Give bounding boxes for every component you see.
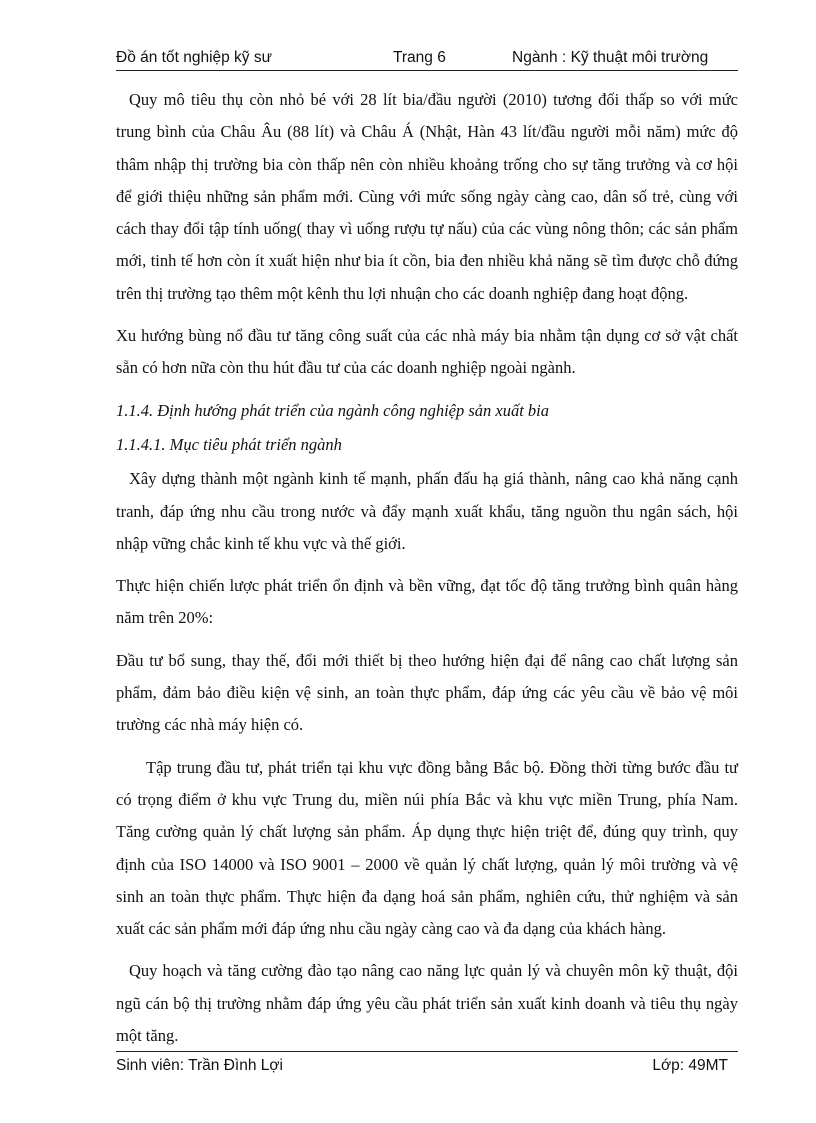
section-heading-1-1-4: 1.1.4. Định hướng phát triển của ngành công nghiệp sản xuất bia (116, 400, 550, 420)
paragraph-growth-strategy: Thực hiện chiến lược phát triển ổn định và bền vững, đạt tốc độ tăng trưởng bình quân hàng năm trên 20%: (116, 576, 738, 628)
page-footer (116, 1051, 738, 1076)
paragraph-training: Quy hoạch và tăng cường đào tạo nâng cao năng lực quản lý và chuyên môn kỹ thuật, đội ngũ cán bộ thị trường nhằm đáp ứng yêu cầu phát triển sản xuất kinh doanh và tiêu thụ ngày một tăng. (116, 961, 738, 1046)
paragraph-consumption-scale: Quy mô tiêu thụ còn nhỏ bé với 28 lít bia/đầu người (2010) tương đối thấp so với mức trung bình của Châu Âu (88 lít) và Châu Á (Nhật, Hàn 43 lít/đầu người mỗi năm) mức độ thâm nhập thị trường bia còn thấp nên còn nhiều khoảng trống cho sự tăng trưởng và cơ hội để giới thiệu những sản phẩm mới. Cùng với mức sống ngày càng cao, dân số trẻ, cùng với cách thay đổi tập tính uống( thay vì uống rượu tự nấu) của các vùng nông thôn; các sản phẩm mới, tinh tế hơn còn ít xuất hiện như bia ít cồn, bia đen nhiều khả năng sẽ tìm được chỗ đứng trên thị trường tạo thêm một kênh thu lợi nhuận cho các doanh nghiệp đang hoạt động. (116, 90, 738, 303)
paragraph-regional-focus: Tập trung đầu tư, phát triển tại khu vực đồng bằng Bắc bộ. Đồng thời từng bước đầu tư có trọng điểm ở khu vực Trung du, miền núi phía Bắc và khu vực miền Trung, phía Nam. Tăng cường quản lý chất lượng sản phẩm. Áp dụng thực hiện triệt để, đúng quy trình, quy định của ISO 14000 và ISO 9001 – 2000 về quản lý chất lượng, quản lý môi trường và vệ sinh an toàn thực phẩm. Thực hiện đa dạng hoá sản phẩm, nghiên cứu, thử nghiệm và sản xuất các sản phẩm mới đáp ứng nhu cầu ngày càng cao và đa dạng của khách hàng. (116, 757, 738, 939)
paragraph-equipment-investment: Đầu tư bổ sung, thay thế, đổi mới thiết bị theo hướng hiện đại để nâng cao chất lượng sản phẩm, đảm bảo điều kiện vệ sinh, an toàn thực phẩm, đáp ứng các yêu cầu về bảo vệ môi trường các nhà máy hiện có. (116, 650, 738, 735)
footer-student-name: Sinh viên: Trần Đình Lợi (116, 1057, 283, 1074)
page-header (116, 48, 738, 71)
footer-class: Lớp: 49MT (652, 1057, 728, 1074)
paragraph-strong-industry: Xây dựng thành một ngành kinh tế mạnh, phấn đấu hạ giá thành, nâng cao khả năng cạnh tranh, đáp ứng nhu cầu trong nước và đẩy mạnh xuất khẩu, tăng nguồn thu ngân sách, hội nhập vững chắc kinh tế khu vực và thế giới. (116, 469, 738, 553)
header-thesis-title: Đồ án tốt nghiệp kỹ sư (116, 49, 272, 66)
header-major: Ngành : Kỹ thuật môi trường (512, 49, 709, 66)
section-heading-1-1-4-1: 1.1.4.1. Mục tiêu phát triển ngành (116, 434, 342, 454)
paragraph-investment-trend: Xu hướng bùng nổ đầu tư tăng công suất của các nhà máy bia nhằm tận dụng cơ sở vật chất sẵn có hơn nữa còn thu hút đầu tư của các doanh nghiệp ngoài ngành. (116, 326, 738, 378)
header-page-number: Trang 6 (393, 49, 446, 66)
page-body (116, 84, 738, 1062)
